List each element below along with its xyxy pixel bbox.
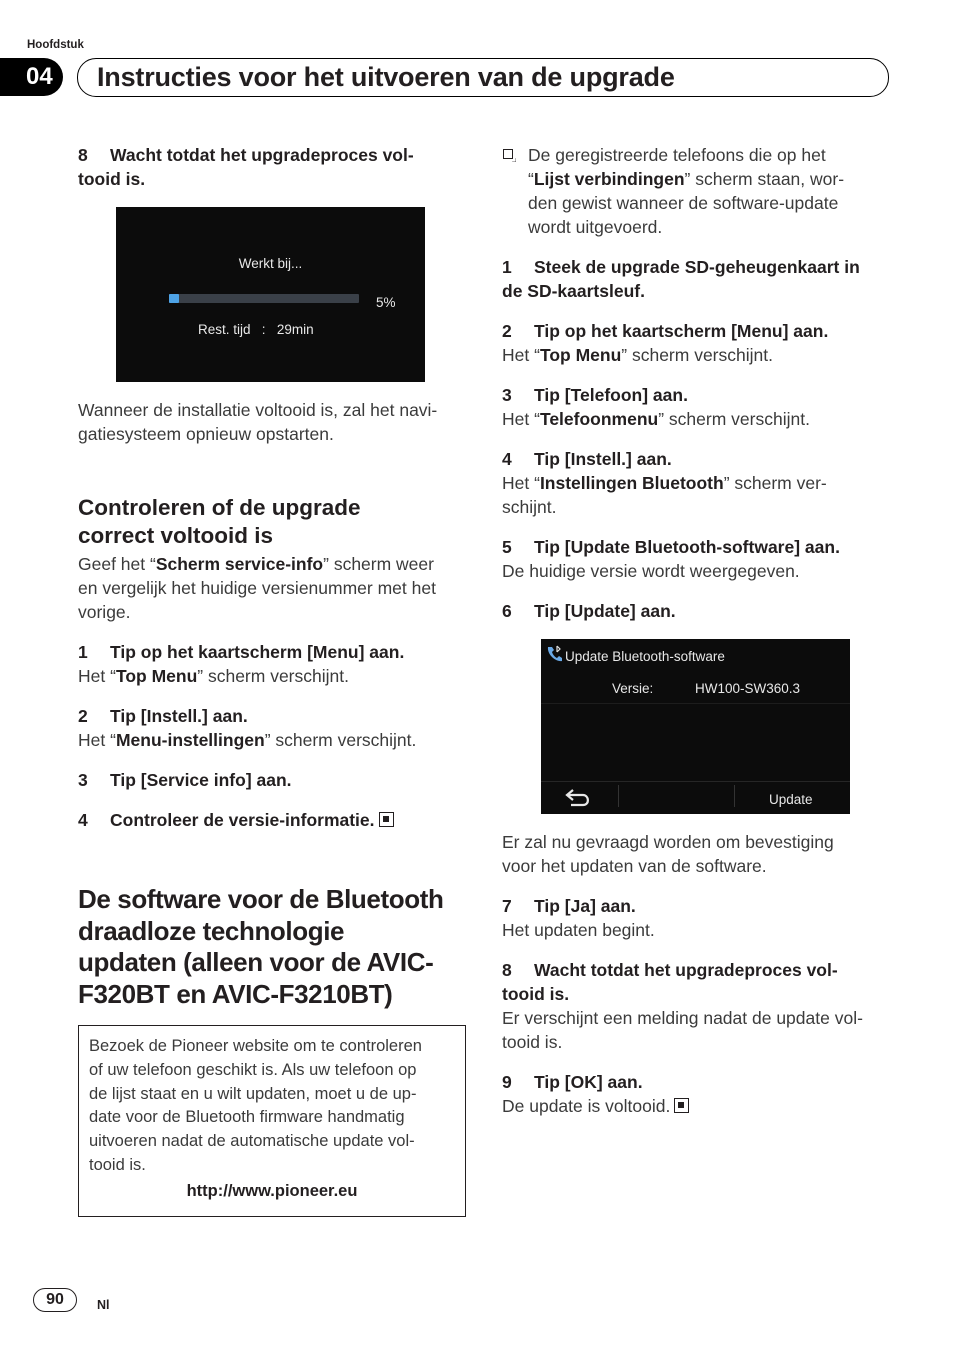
text-fragment: ” scherm ver- <box>723 473 827 493</box>
step-text: Tip [Telefoon] aan. <box>534 385 688 405</box>
step-4-desc <box>502 471 892 519</box>
step-8-upgrade-wait <box>78 143 466 191</box>
button-separator <box>734 785 735 807</box>
text-fragment: Het “ <box>502 345 540 365</box>
step-text-cont: tooid is. <box>78 169 146 189</box>
progress-title: Werkt bij... <box>238 256 303 271</box>
text-fragment: Geef het “ <box>78 554 156 574</box>
section-heading-bluetooth <box>78 884 466 1010</box>
chapter-number: 04 <box>0 58 63 96</box>
step-number: 7 <box>502 896 512 916</box>
text-fragment: ” scherm verschijnt. <box>621 345 773 365</box>
progress-bar <box>169 294 359 303</box>
note-box <box>78 1025 466 1217</box>
right-column <box>502 143 892 1118</box>
text-fragment: ” scherm weer <box>323 554 434 574</box>
text-line: en vergelijk het huidige versienummer met het <box>78 578 436 598</box>
back-arrow-icon[interactable] <box>563 784 595 810</box>
text-line: den gewist wanneer de software-update <box>528 193 839 213</box>
bluetooth-update-screenshot <box>541 639 850 814</box>
pioneer-url-link[interactable]: http://www.pioneer.eu <box>186 1181 358 1200</box>
step-9-desc <box>502 1094 892 1118</box>
text-fragment: ” scherm staan, wor- <box>684 169 845 189</box>
text-line: voor het updaten van de software. <box>502 856 767 876</box>
step-5-update-bt-software <box>502 535 892 559</box>
step-number: 8 <box>78 145 88 165</box>
text-fragment: ” scherm verschijnt. <box>197 666 349 686</box>
step-2-menu <box>502 319 892 343</box>
step-text: Tip [OK] aan. <box>534 1072 643 1092</box>
step-text: Tip [Instell.] aan. <box>110 706 248 726</box>
step-number: 1 <box>502 257 512 277</box>
section-heading-verify <box>78 494 466 550</box>
text-fragment: Het “ <box>78 666 116 686</box>
screen-name: Scherm service-info <box>155 554 324 574</box>
text-line: schijnt. <box>502 497 557 517</box>
step-text-cont: de SD-kaartsleuf. <box>502 281 645 301</box>
text-line: gatiesysteem opnieuw opstarten. <box>78 424 334 444</box>
step-number: 5 <box>502 537 512 557</box>
note-line: of uw telefoon geschikt is. Als uw telefoon op <box>89 1060 417 1079</box>
text-fragment: Het “ <box>78 730 116 750</box>
upgrade-progress-screenshot <box>116 207 425 382</box>
step-number: 3 <box>78 770 88 790</box>
phone-bluetooth-icon <box>545 645 563 663</box>
text-line: De geregistreerde telefoons die op het <box>528 145 826 165</box>
page-number: 90 <box>33 1288 77 1312</box>
step-9-ok <box>502 1070 892 1094</box>
step-2-instell <box>78 704 466 728</box>
step-1-desc <box>78 664 466 688</box>
left-column <box>78 143 466 1217</box>
note-line: tooid is. <box>89 1155 146 1174</box>
step-3-telefoon <box>502 383 892 407</box>
text-line: Er verschijnt een melding nadat de update vol- <box>502 1008 863 1028</box>
step-text: Wacht totdat het upgradeproces vol- <box>110 145 414 165</box>
text-fragment: “ <box>528 169 534 189</box>
screen-name: Telefoonmenu <box>539 409 659 429</box>
button-separator <box>618 785 619 807</box>
end-mark-icon <box>379 812 394 827</box>
heading-line: draadloze technologie <box>78 915 345 946</box>
step-3-service-info <box>78 768 466 792</box>
step-text-cont: tooid is. <box>502 984 570 1004</box>
text-fragment: ” scherm verschijnt. <box>264 730 417 750</box>
text-fragment: ” scherm verschijnt. <box>658 409 810 429</box>
text-fragment: Het “ <box>502 409 540 429</box>
remaining-time-label: Rest. tijd <box>198 322 251 337</box>
progress-bar-fill <box>169 294 179 303</box>
step-text: Tip [Service info] aan. <box>110 770 292 790</box>
step-text: Tip [Instell.] aan. <box>534 449 672 469</box>
text-line: vorige. <box>78 602 131 622</box>
step-text: Tip [Ja] aan. <box>534 896 636 916</box>
step-1-menu <box>78 640 466 664</box>
remaining-time-separator: : <box>261 322 266 337</box>
heading-line: F320BT en AVIC-F3210BT) <box>78 978 393 1009</box>
step-number: 2 <box>78 706 88 726</box>
checkbox-bullet-icon <box>503 149 513 159</box>
step-4-check-version <box>78 808 466 832</box>
step-4-instell <box>502 447 892 471</box>
step-1-insert-sd <box>502 255 892 303</box>
confirm-text <box>502 830 892 878</box>
note-line: uitvoeren nadat de automatische update vol- <box>89 1132 415 1151</box>
step-6-update <box>502 599 892 623</box>
chapter-label: Hoofdstuk <box>27 39 84 51</box>
screen-header <box>541 639 850 667</box>
heading-line: De software voor de Bluetooth <box>78 884 444 914</box>
step-text: Tip op het kaartscherm [Menu] aan. <box>534 321 829 341</box>
step-number: 1 <box>78 642 88 662</box>
bullet-note <box>502 143 892 239</box>
step-text: Tip [Update Bluetooth-software] aan. <box>534 537 840 557</box>
after-install-text <box>78 398 466 446</box>
divider <box>541 781 850 782</box>
language-code: Nl <box>97 1298 110 1312</box>
step-text: Tip [Update] aan. <box>534 601 676 621</box>
step-8-desc <box>502 1006 892 1054</box>
heading-line: correct voltooid is <box>78 523 274 548</box>
text-line: tooid is. <box>502 1032 563 1052</box>
step-2-desc <box>78 728 466 752</box>
step-8-wait <box>502 958 892 1006</box>
step-number: 3 <box>502 385 512 405</box>
version-value: HW100-SW360.3 <box>695 681 801 696</box>
step-number: 4 <box>502 449 512 469</box>
progress-percent: 5% <box>376 295 396 310</box>
heading-line: Controleren of de upgrade <box>78 495 361 520</box>
remaining-time <box>198 318 314 342</box>
section-intro <box>78 552 466 624</box>
step-text: Tip op het kaartscherm [Menu] aan. <box>110 642 405 662</box>
chapter-title: Instructies voor het uitvoeren van de upgrade <box>97 62 675 92</box>
step-7-ja <box>502 894 892 918</box>
version-label: Versie: <box>612 681 654 696</box>
screen-name: Instellingen Bluetooth <box>539 473 724 493</box>
step-number: 8 <box>502 960 512 980</box>
step-7-desc: Het updaten begint. <box>502 920 655 940</box>
step-number: 6 <box>502 601 512 621</box>
heading-line: updaten (alleen voor de AVIC- <box>78 947 434 977</box>
step-number: 2 <box>502 321 512 341</box>
text-line: Er zal nu gevraagd worden om bevestiging <box>502 832 834 852</box>
step-number: 4 <box>78 810 88 830</box>
step-text: Steek de upgrade SD-geheugenkaart in <box>534 257 860 277</box>
text-fragment: Het “ <box>502 473 540 493</box>
step-number: 9 <box>502 1072 512 1092</box>
screen-name: Top Menu <box>539 345 622 365</box>
text-line: De update is voltooid. <box>502 1096 671 1116</box>
screen-name: Menu-instellingen <box>115 730 265 750</box>
text-line: Wanneer de installatie voltooid is, zal het navi- <box>78 400 438 420</box>
note-line: Bezoek de Pioneer website om te controleren <box>89 1037 422 1055</box>
step-5-desc: De huidige versie wordt weergegeven. <box>502 561 800 581</box>
screen-name: Top Menu <box>115 666 198 686</box>
divider <box>541 703 850 704</box>
step-2-desc <box>502 343 892 367</box>
step-3-desc <box>502 407 892 431</box>
note-line: de lijst staat en u wilt updaten, moet u de up- <box>89 1084 417 1103</box>
step-text: Controleer de versie-informatie. <box>110 810 375 830</box>
screen-title: Update Bluetooth-software <box>565 649 725 664</box>
screen-name: Lijst verbindingen <box>533 169 685 189</box>
remaining-time-value: 29min <box>276 322 314 337</box>
end-mark-icon <box>674 1098 689 1113</box>
note-line: date voor de Bluetooth firmware handmatig <box>89 1108 405 1127</box>
text-line: wordt uitgevoerd. <box>528 217 663 237</box>
step-text: Wacht totdat het upgradeproces vol- <box>534 960 838 980</box>
update-button[interactable]: Update <box>769 792 813 807</box>
